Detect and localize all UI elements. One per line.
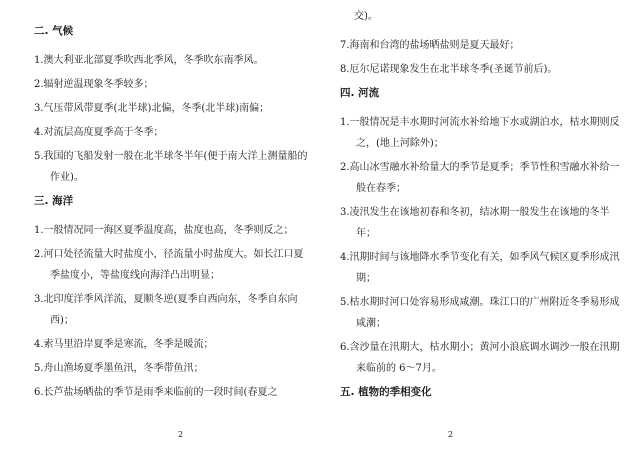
- section-heading-climate: 二. 气候: [34, 25, 74, 37]
- section-heading-ocean: 三. 海洋: [34, 195, 74, 207]
- river-item-4: 4.汛期时间与该地降水季节变化有关，如季风气候区夏季形成汛期；: [340, 252, 620, 284]
- section-heading-rivers: 四. 河流: [340, 87, 380, 99]
- river-item-1: 1.一般情况是丰水期时河流水补给地下水或湖泊水，枯水期则反之，(地上河除外)；: [340, 117, 620, 149]
- climate-item-2: 2.辐射逆温现象冬季较多；: [34, 79, 154, 90]
- ocean-item-5: 5.舟山渔场夏季墨鱼汛，冬季带鱼汛；: [34, 363, 204, 374]
- ocean-item-4: 4.索马里沿岸夏季是寒流，冬季是暖流；: [34, 339, 214, 350]
- ocean-item-7: 7.海南和台湾的盐场晒盐则是夏天最好；: [340, 40, 520, 51]
- right-page: [320, 0, 640, 453]
- river-item-6: 6.含沙量在汛期大，枯水期小；黄河小浪底调水调沙一般在汛期来临前的 6～7月。: [340, 342, 620, 374]
- climate-item-1: 1.澳大利亚北部夏季吹西北季风，冬季吹东南季风。: [34, 55, 264, 66]
- ocean-item-3: 3.北印度洋季风洋流，夏顺冬逆(夏季自西向东，冬季自东向西)；: [34, 294, 298, 326]
- ocean-item-1: 1.一般情况同一海区夏季温度高，盐度也高，冬季则反之；: [34, 225, 294, 236]
- section-heading-plants: 五. 植物的季相变化: [340, 386, 432, 398]
- climate-item-4: 4.对流层高度夏季高于冬季；: [34, 127, 164, 138]
- page-number-right: 2: [448, 430, 454, 439]
- ocean-item-8: 8.厄尔尼诺现象发生在北半球冬季(圣诞节前后)。: [340, 64, 558, 75]
- river-item-5: 5.枯水期时河口处容易形成咸潮。珠江口的广州附近冬季易形成咸潮；: [340, 297, 620, 329]
- climate-item-3: 3.气压带风带夏季(北半球)北偏，冬季(北半球)南偏；: [34, 103, 270, 114]
- river-item-2: 2.高山冰雪融水补给量大的季节是夏季；季节性积雪融水补给一般在春季；: [340, 162, 620, 194]
- ocean-item-2: 2.河口处径流量大时盐度小，径流量小时盐度大。如长江口夏季盐度小，等盐度线向海洋凸出明显；: [34, 249, 304, 281]
- river-item-3: 3.凌汛发生在该地初春和冬初，结冰期一般发生在该地的冬半年；: [340, 207, 610, 239]
- ocean-item-6: 6.长芦盐场晒盐的季节是雨季来临前的一段时间(春夏之: [34, 387, 278, 398]
- climate-item-5: 5.我国的飞船发射一般在北半球冬半年(便于南大洋上测量船的作业)。: [34, 151, 308, 183]
- page-number-left: 2: [178, 430, 184, 439]
- ocean-item-6-continuation: 交)。: [354, 11, 378, 22]
